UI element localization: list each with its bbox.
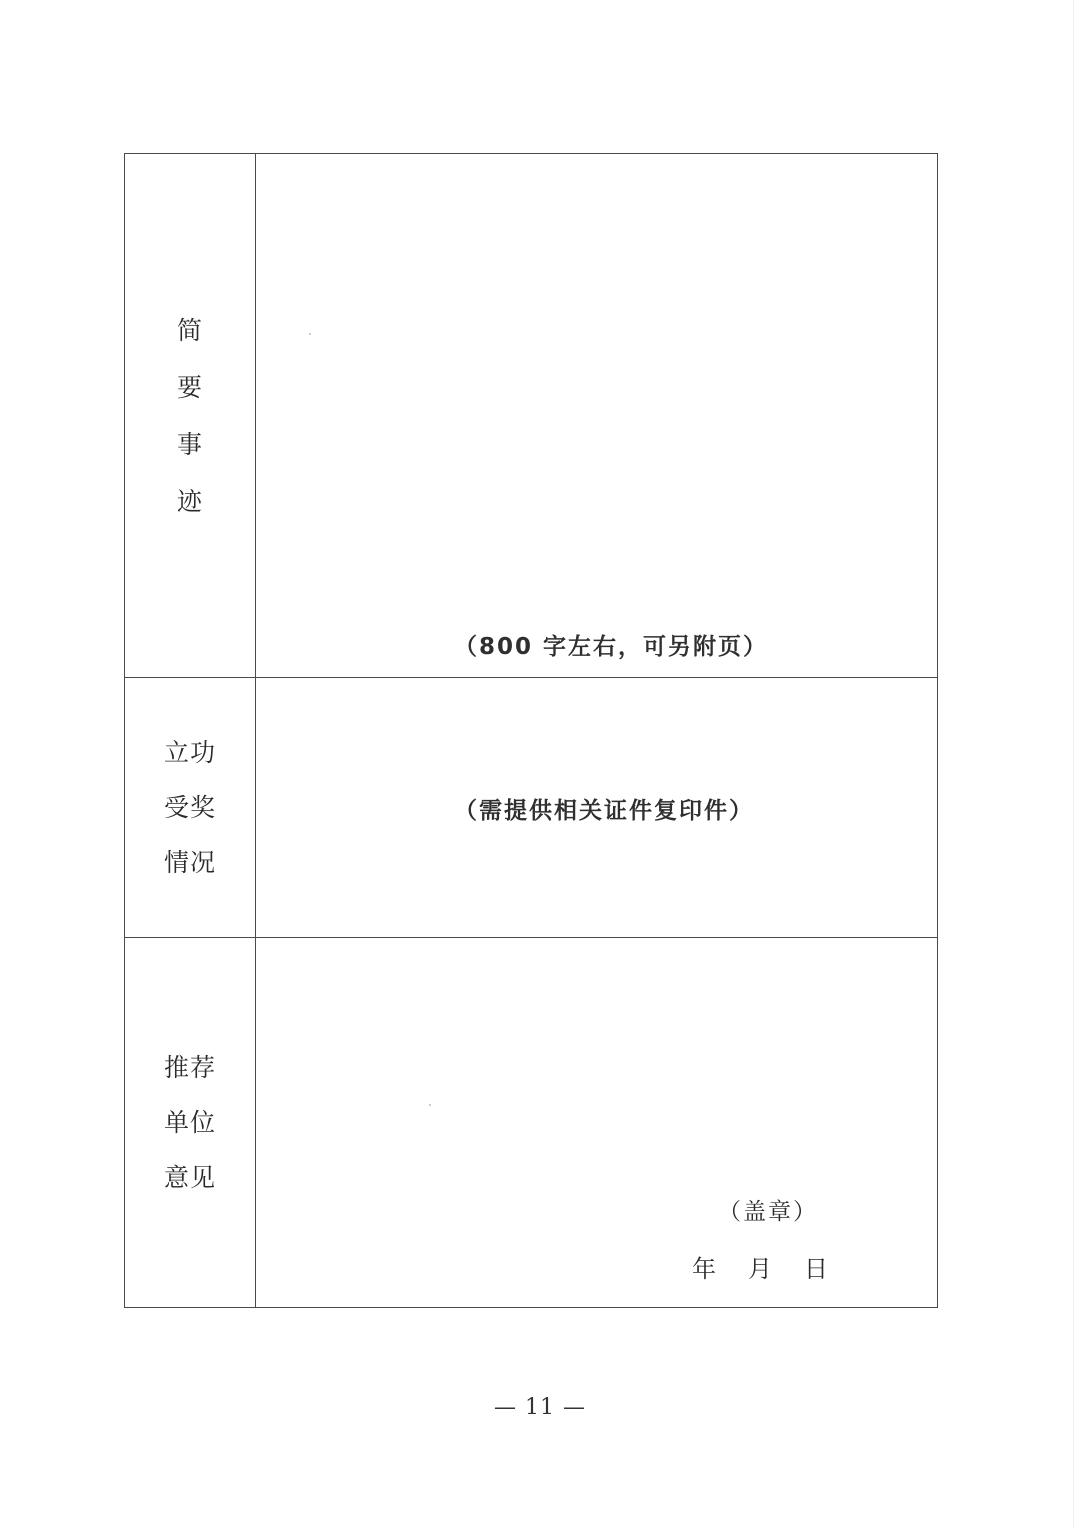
awards-row	[125, 678, 938, 938]
deeds-label-char: 事	[176, 429, 203, 459]
opinion-label	[125, 1040, 255, 1205]
date-year-label: 年	[692, 1255, 716, 1283]
seal-note: （盖章）	[718, 1199, 818, 1225]
awards-label-line: 情况	[163, 848, 216, 877]
recommendation-form-table	[124, 153, 938, 1308]
date-month-label: 月	[748, 1255, 772, 1283]
deeds-label-char: 要	[176, 372, 203, 402]
date-line	[692, 1249, 828, 1284]
awards-label-line: 受奖	[163, 793, 216, 822]
date-day-label: 日	[804, 1255, 828, 1283]
deeds-row	[125, 154, 938, 678]
awards-content-cell[interactable]	[256, 678, 938, 938]
awards-label-line: 立功	[163, 738, 216, 767]
awards-label-cell	[125, 678, 256, 938]
awards-certificate-note: （需提供相关证件复印件）	[454, 798, 754, 824]
deeds-label-char: 简	[176, 315, 203, 345]
deeds-content-cell[interactable]	[256, 154, 938, 678]
deeds-label	[125, 302, 255, 530]
scan-edge-line	[1073, 0, 1074, 1528]
opinion-row	[125, 938, 938, 1308]
opinion-label-cell	[125, 938, 256, 1308]
page-number: — 11 —	[494, 1395, 586, 1420]
deeds-label-cell	[125, 154, 256, 678]
opinion-content-cell[interactable]	[256, 938, 938, 1308]
opinion-label-line: 单位	[163, 1108, 216, 1137]
awards-label	[125, 725, 255, 890]
opinion-label-line: 推荐	[163, 1053, 216, 1082]
opinion-label-line: 意见	[163, 1163, 216, 1192]
deeds-word-count-note: （800 字左右，可另附页）	[454, 634, 769, 660]
deeds-label-char: 迹	[176, 486, 203, 516]
